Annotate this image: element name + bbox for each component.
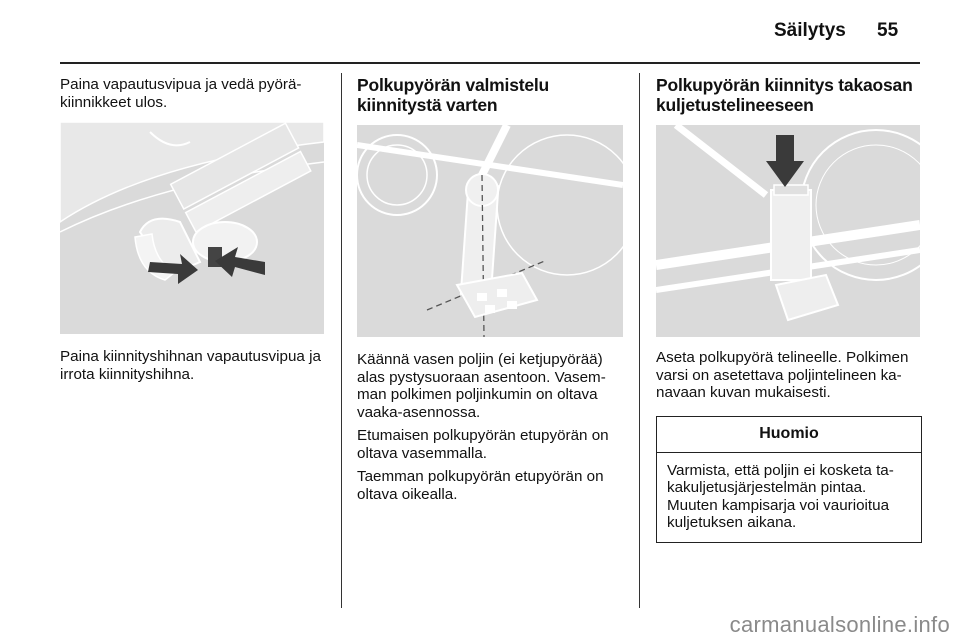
caution-title: Huomio [657, 417, 921, 453]
section-heading-attach: Polkupyörän kiinnitys takaosan kuljetustelineeseen [656, 75, 913, 115]
page-number: 55 [877, 20, 899, 41]
caution-text: Varmista, että poljin ei kosketa ta-kakuljetusjärjestelmän pintaa. Muuten kampisarja voi vaurioitua kuljetuksen aikana. [667, 461, 894, 531]
figure-pedal-holder [656, 125, 920, 337]
pedal-illustration [357, 125, 623, 337]
rear-bike-instruction: Taemman polkupyörän etupyörän on oltava oikealla. [357, 468, 604, 503]
strap-release-text: Paina kiinnityshihnan vapautusvipua ja irrota kiinnityshihna. [60, 348, 321, 383]
header-rule [60, 62, 920, 64]
front-bike-instruction: Etumaisen polkupyörän etupyörän on oltava vasemmalla. [357, 427, 609, 462]
caution-box [656, 416, 922, 543]
column-1 [60, 76, 328, 383]
figure-bike-carrier-release [60, 122, 324, 334]
page-header-title: Säilytys [774, 20, 846, 41]
figure-pedal-position [357, 125, 623, 337]
pedal-holder-illustration [656, 125, 920, 337]
column-divider-1 [341, 73, 342, 608]
column-divider-2 [639, 73, 640, 608]
intro-text: Paina vapautusvipua ja vedä pyörä-kiinnikkeet ulos. [60, 76, 302, 111]
column-2 [357, 76, 625, 503]
placement-instruction: Aseta polkupyörä telineelle. Polkimen varsi on asetettava poljintelineen ka-navaan kuvan mukaisesti. [656, 349, 909, 401]
release-lever-illustration [60, 122, 324, 334]
watermark: carmanualsonline.info [729, 612, 950, 637]
section-heading-prepare: Polkupyörän valmistelu kiinnitystä varten [357, 75, 550, 115]
column-3 [656, 76, 922, 543]
pedal-instruction: Käännä vasen poljin (ei ketjupyörää) alas pystysuoraan asentoon. Vasem-man polkimen poljinkumin on oltava vaaka-asennossa. [357, 351, 606, 421]
